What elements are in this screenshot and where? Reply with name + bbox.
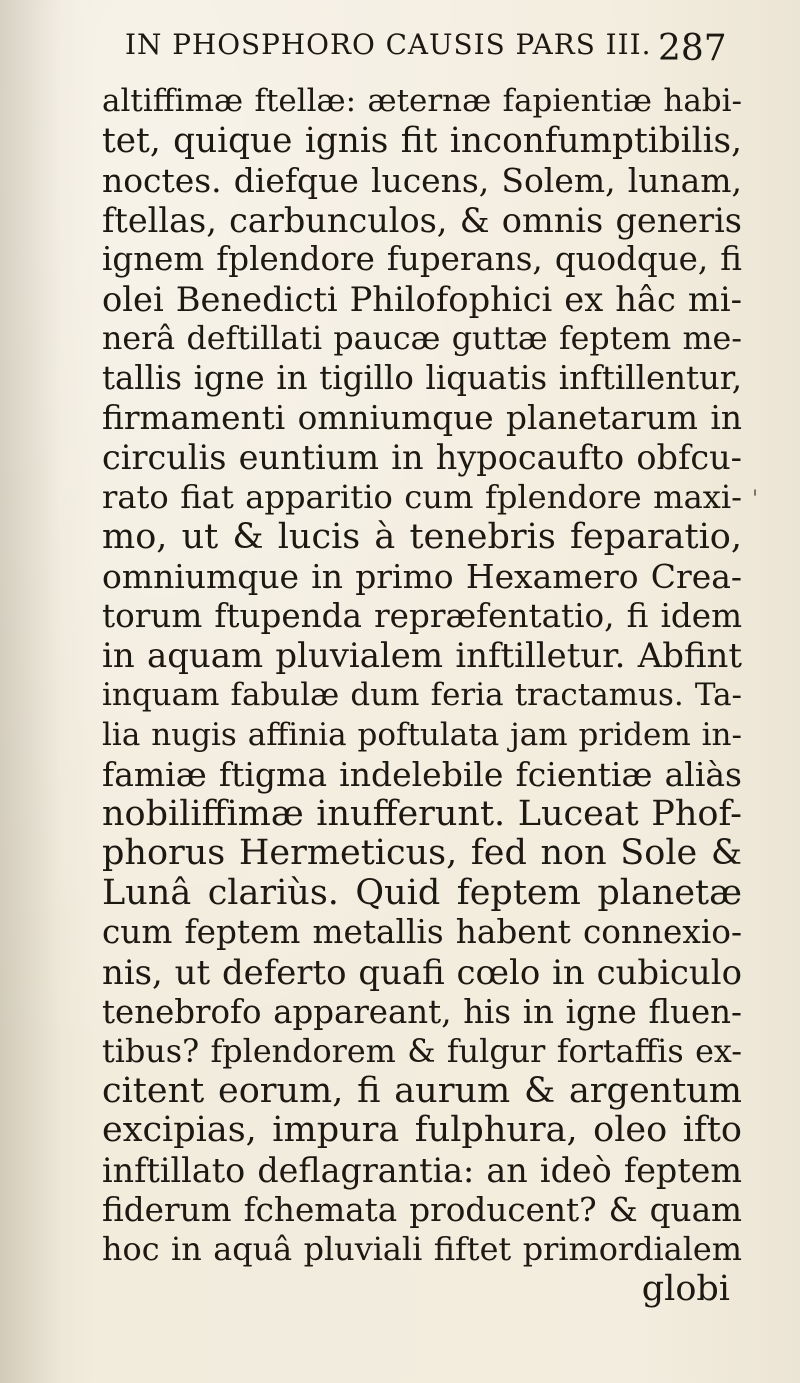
catchword: globi [641,1268,730,1309]
text-line: phorus Hermeticus, fed non Sole & [102,833,742,874]
text-line: lia nugis affinia poftulata jam pridem in- [102,716,742,753]
page-number: 287 [658,28,727,69]
running-head [0,28,800,76]
text-line: altiffimæ ftellæ: æternæ fapientiæ habi- [102,83,742,119]
text-line: nis, ut deferto quafi cœlo in cubiculo [102,953,742,993]
text-line: famiæ ftigma indelebile fcientiæ aliàs [102,755,742,795]
text-line: tibus? fplendorem & fulgur fortaffis ex- [102,1032,742,1071]
text-line: citent eorum, fi aurum & argentum [102,1070,742,1111]
text-line: fiderum fchemata producent? & quam [102,1190,742,1229]
text-line: torum ftupenda repræfentatio, fi idem [102,596,742,635]
text-line: tet, quique ignis fit inconfumptibilis, [102,120,742,161]
text-line: tallis igne in tigillo liquatis inftillentur, [102,359,742,398]
text-line: tenebrofo appareant, his in igne fluen- [102,992,742,1031]
text-line: Lunâ clariùs. Quid feptem planetæ [102,872,742,913]
text-line: in aquam pluvialem inftilletur. Abfint [102,636,742,676]
text-line: excipias, impura fulphura, oleo ifto [102,1110,742,1151]
margin-speck: ' [752,487,759,512]
text-line: nobiliffimæ inufferunt. Luceat Phof- [102,793,742,834]
text-line: mo, ut & lucis à tenebris feparatio, [102,516,742,557]
text-line: inquam fabulæ dum feria tractamus. Ta- [102,676,742,713]
text-line: olei Benedicti Philofophici ex hâc mi- [102,279,742,319]
text-line: nerâ deftillati paucæ guttæ feptem me- [102,320,742,357]
text-line: ignem fplendore fuperans, quodque, fi [102,240,742,279]
text-line: rato fiat apparitio cum fplendore maxi- [102,477,742,516]
text-line: circulis euntium in hypocaufto obfcu- [102,438,742,478]
body-text [102,82,742,1309]
text-line: inftillato deflagrantia: an ideò feptem [102,1151,742,1191]
text-line: cum feptem metallis habent connexio- [102,913,742,952]
text-line: ftellas, carbunculos, & omnis generis [102,200,742,240]
running-head-title: IN PHOSPHORO CAUSIS PARS III. [125,28,652,61]
gutter-shadow [0,0,60,1383]
text-line: hoc in aquâ pluviali fiftet primordialem [102,1230,742,1269]
text-line: omniumque in primo Hexamero Crea- [102,557,742,597]
text-line: noctes. diefque lucens, Solem, lunam, [102,161,742,201]
text-line: firmamenti omniumque planetarum in [102,398,742,437]
